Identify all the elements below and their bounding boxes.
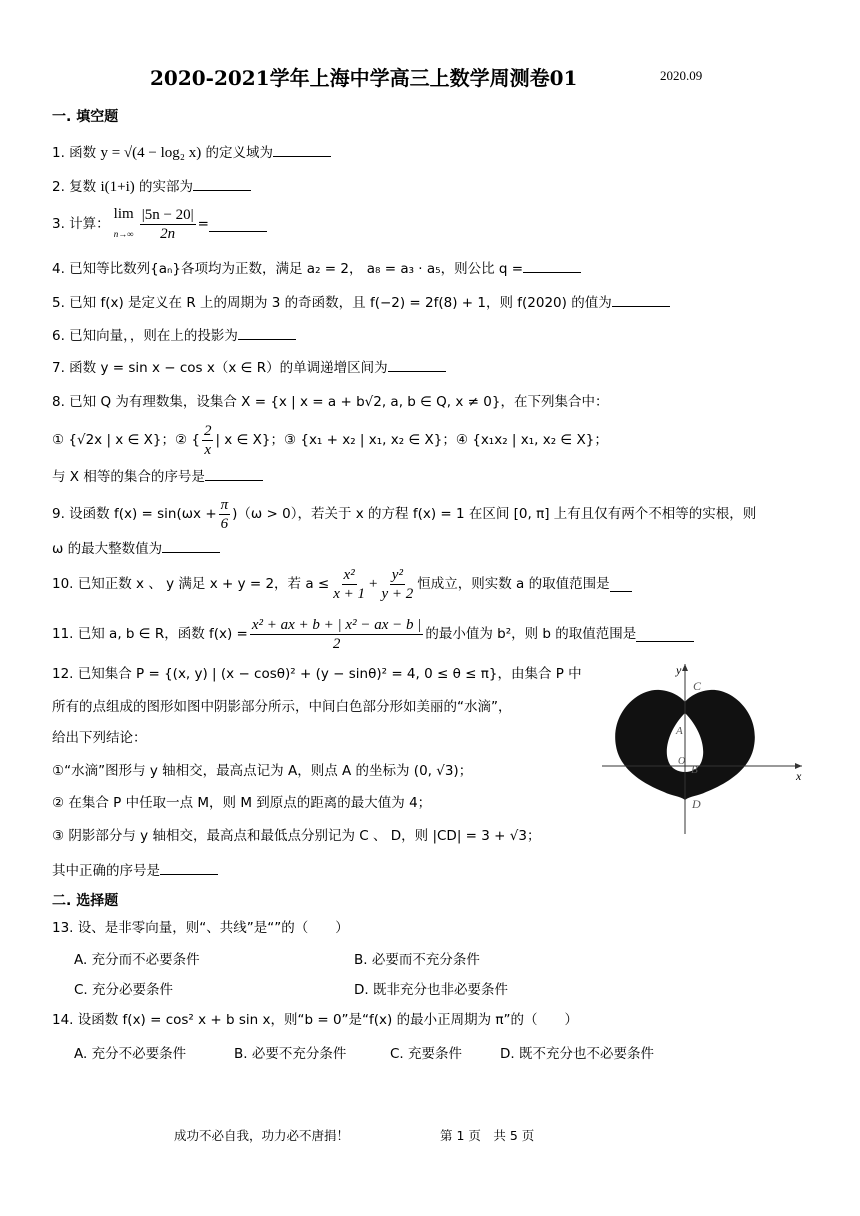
question-12-line-7 [52, 860, 218, 881]
page-title: 2020-2021学年上海中学高三上数学周测卷01 [150, 66, 578, 90]
question-6-text: 6. 已知向量，，则在上的投影为 [52, 328, 238, 344]
plus-sign: + [369, 576, 378, 592]
question-10-text-a: 10. 已知正数 x 、 y 满足 x + y = 2，若 a ≤ [52, 576, 330, 592]
y-axis-label: y [676, 663, 682, 677]
question-13-option-d: D. 既非充分也非必要条件 [354, 982, 508, 998]
question-11 [52, 612, 694, 656]
question-12-line-4: ①“水滴”图形与 y 轴相交，最高点记为 A，则点 A 的坐标为 (0, √3)； [52, 763, 473, 779]
exam-date: 2020.09 [660, 68, 703, 83]
question-12-line-2: 所有的点组成的图形如图中阴影部分所示，中间白色部分形如美丽的“水滴”， [52, 699, 512, 715]
question-9-text-a: 9. 设函数 f(x) = sin(ωx + [52, 506, 217, 522]
limit [114, 204, 134, 244]
x-axis-label: x [796, 769, 802, 783]
question-1-text: 的定义域为 [201, 145, 274, 161]
question-8-tail-text: 与 X 相等的集合的序号是 [52, 469, 205, 485]
fraction-numerator: x² [343, 566, 355, 583]
question-14-option-b: B. 必要不充分条件 [234, 1046, 347, 1062]
question-9 [52, 494, 756, 534]
question-14-option-a: A. 充分不必要条件 [74, 1046, 187, 1062]
question-12-tail-text: 其中正确的序号是 [52, 863, 160, 879]
question-14-option-d: D. 既不充分也不必要条件 [500, 1046, 654, 1062]
question-2 [52, 176, 251, 197]
question-7 [52, 357, 446, 378]
answer-blank [636, 627, 694, 642]
section-fill-in: 一. 填空题 [52, 109, 119, 125]
answer-blank [162, 538, 220, 553]
fraction [250, 616, 423, 653]
question-13: 13. 设、是非零向量，则“、共线”是“”的（ ） [52, 920, 349, 936]
answer-blank [238, 325, 296, 340]
water-drop-figure [598, 658, 810, 838]
fraction-denominator: y + 2 [381, 585, 414, 602]
question-13-option-a: A. 充分而不必要条件 [74, 952, 200, 968]
question-3-label: 3. 计算： [52, 216, 110, 232]
question-9-tail [52, 538, 220, 559]
question-3 [52, 204, 267, 244]
question-3-text: = [197, 216, 209, 232]
point-A-label: A [676, 725, 683, 737]
fraction [140, 206, 196, 243]
question-8 [52, 392, 608, 412]
question-8-option-2: | x ∈ X}；③ {x₁ + x₂ | x₁, x₂ ∈ X}；④ {x₁x₂ | x₁, x₂ ∈ X}； [215, 432, 608, 448]
question-13-option-c: C. 充分必要条件 [74, 982, 174, 998]
question-4-text: 4. 已知等比数列{aₙ}各项均为正数，满足 a₂ = 2， a₈ = a₃ · a₅，则公比 q = [52, 261, 524, 277]
point-D-label: D [692, 797, 701, 811]
answer-blank [209, 217, 267, 232]
question-2-expr: i(1+i) [100, 179, 135, 195]
y-axis-arrow [682, 664, 688, 671]
point-C-label: C [693, 679, 702, 693]
question-4 [52, 258, 581, 279]
question-9-text-b: )（ω > 0），若关于 x 的方程 f(x) = 1 在区间 [0, π] 上有且仅有两个不相等的实根，则 [232, 506, 757, 522]
question-11-text-a: 11. 已知 a, b ∈ R，函数 f(x) = [52, 626, 248, 642]
fraction-denominator: 2n [160, 225, 176, 242]
fraction [331, 566, 367, 603]
fraction-denominator: 6 [220, 515, 229, 532]
answer-blank [273, 142, 331, 157]
question-12-line-3: 给出下列结论： [52, 730, 147, 746]
section-choice: 二. 选择题 [52, 893, 119, 909]
fraction-denominator: x + 1 [333, 585, 365, 602]
fraction-numerator: y² [391, 566, 403, 583]
limit-sub: n→∞ [113, 229, 134, 239]
question-5-text: 5. 已知 f(x) 是定义在 R 上的周期为 3 的奇函数，且 f(−2) = 2f(8) + 1，则 f(2020) 的值为 [52, 295, 612, 311]
question-2-label: 2. 复数 [52, 179, 101, 195]
question-13-option-b: B. 必要而不充分条件 [354, 952, 480, 968]
question-8-option-1: ① {√2x | x ∈ X}；② { [52, 432, 200, 448]
question-5 [52, 292, 670, 313]
answer-blank [160, 860, 218, 875]
answer-blank [610, 577, 632, 592]
footer-motto: 成功不必自我，功力必不唐捐！ [174, 1128, 350, 1143]
answer-blank [193, 176, 251, 191]
question-7-text: 7. 函数 y = sin x − cos x（x ∈ R）的单调递增区间为 [52, 360, 388, 376]
question-8-options [52, 420, 608, 460]
answer-blank [612, 292, 670, 307]
fraction-numerator: |5n − 20| [141, 206, 194, 223]
origin-label: O [678, 756, 686, 767]
fraction-numerator: π [220, 496, 229, 513]
question-9-tail-text: ω 的最大整数值为 [52, 541, 163, 557]
answer-blank [388, 357, 446, 372]
question-1-expr: y = √(4 − log₂ x) [100, 145, 202, 161]
point-B-label: B [691, 764, 698, 776]
question-12-line-1: 12. 已知集合 P = {(x, y) | (x − cosθ)² + (y − sinθ)² = 4, 0 ≤ θ ≤ π}，由集合 P 中 [52, 666, 582, 682]
question-12-line-6: ③ 阴影部分与 y 轴相交，最高点和最低点分别记为 C 、 D，则 |CD| = 3 + √3； [52, 828, 541, 844]
answer-blank [205, 466, 263, 481]
question-8-text: 8. 已知 Q 为有理数集，设集合 X = {x | x = a + b√2, a, b ∈ Q, x ≠ 0}，在下列集合中： [52, 394, 609, 410]
fraction-denominator: 2 [332, 635, 341, 652]
fraction-numerator: 2 [203, 422, 212, 439]
question-11-text-b: 的最小值为 b²，则 b 的取值范围是 [425, 626, 637, 642]
question-14-option-c: C. 充要条件 [390, 1046, 463, 1062]
question-6 [52, 325, 296, 346]
fraction [379, 566, 415, 603]
question-12-line-5: ② 在集合 P 中任取一点 M，则 M 到原点的距离的最大值为 4； [52, 795, 432, 811]
question-10 [52, 562, 632, 606]
fraction-denominator: x [204, 441, 212, 458]
page-number: 第 1 页 共 5 页 [440, 1128, 535, 1143]
question-8-tail [52, 466, 263, 487]
question-10-text-b: 恒成立，则实数 a 的取值范围是 [417, 576, 610, 592]
limit-text: lim [113, 206, 134, 222]
fraction-numerator: x² + ax + b + | x² − ax − b | [251, 616, 422, 633]
fraction [202, 422, 214, 459]
question-1-label: 1. 函数 [52, 145, 101, 161]
question-14: 14. 设函数 f(x) = cos² x + b sin x，则“b = 0”是“f(x) 的最小正周期为 π”的（ ） [52, 1012, 579, 1028]
fraction [219, 496, 231, 533]
question-1 [52, 142, 331, 163]
question-2-text: 的实部为 [134, 179, 194, 195]
answer-blank [523, 258, 581, 273]
